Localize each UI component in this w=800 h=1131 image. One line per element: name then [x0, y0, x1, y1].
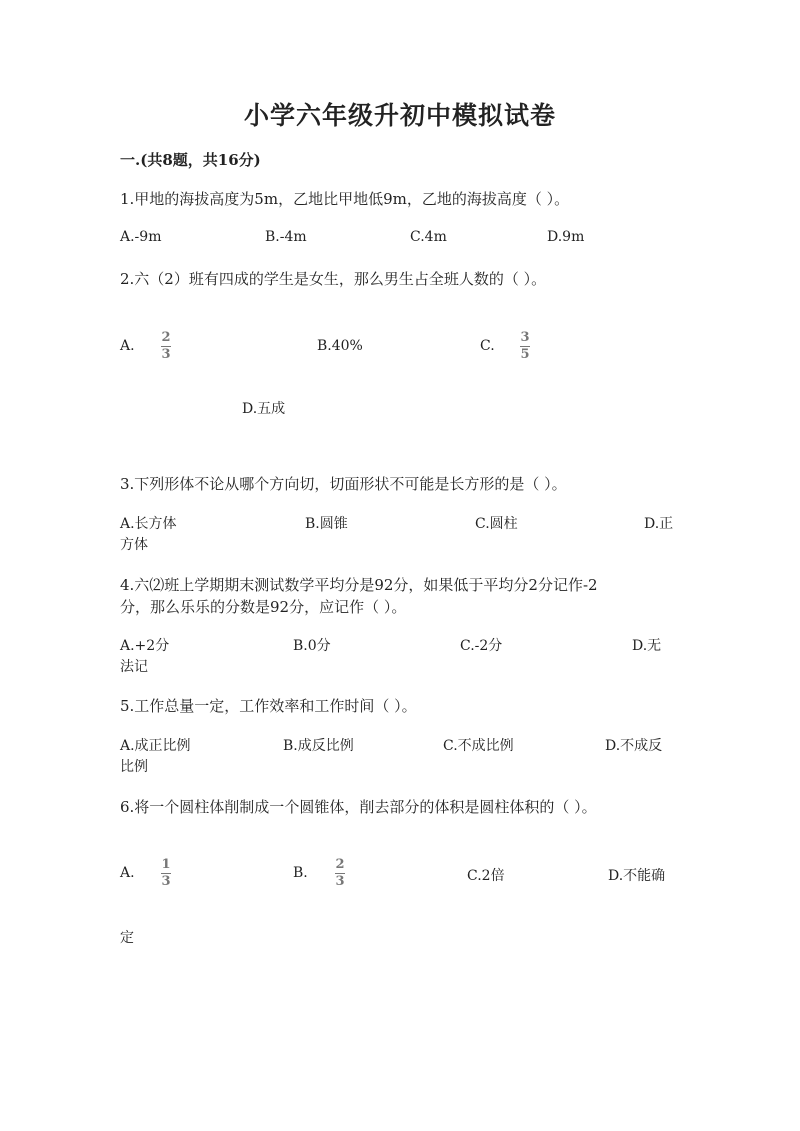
fraction-numerator: 2: [161, 330, 171, 345]
question-3-option-a[interactable]: A.长方体: [120, 516, 177, 532]
question-1-option-a[interactable]: A.-9m: [120, 229, 162, 245]
question-6-option-b[interactable]: B.: [293, 865, 308, 881]
question-4-option-a[interactable]: A.+2分: [120, 638, 170, 654]
fraction-numerator: 3: [520, 330, 530, 345]
section-heading: 一.(共8题，共16分): [120, 151, 261, 169]
question-5-stem: 5.工作总量一定，工作效率和工作时间（ ）。: [120, 697, 417, 715]
question-3-stem: 3.下列形体不论从哪个方向切，切面形状不可能是长方形的是（ ）。: [120, 475, 567, 493]
question-1-option-b[interactable]: B.-4m: [265, 229, 307, 245]
question-5-option-d-wrap[interactable]: 比例: [120, 759, 148, 775]
question-6-option-a[interactable]: A.: [120, 865, 135, 881]
fraction-numerator: 2: [335, 857, 345, 872]
question-3-option-d-wrap[interactable]: 方体: [120, 537, 148, 553]
question-2-option-a[interactable]: A.: [120, 338, 135, 354]
question-6-option-a-fraction: [161, 858, 171, 889]
fraction-denominator: 3: [161, 874, 171, 889]
fraction-denominator: 5: [520, 347, 530, 362]
question-3-option-d[interactable]: D.正: [644, 516, 674, 532]
question-4-option-d-wrap[interactable]: 法记: [120, 659, 148, 675]
fraction-denominator: 3: [335, 874, 345, 889]
question-1-option-c[interactable]: C.4m: [410, 229, 447, 245]
question-5-option-c[interactable]: C.不成比例: [443, 738, 514, 754]
fraction-numerator: 1: [161, 857, 171, 872]
question-5-option-b[interactable]: B.成反比例: [283, 738, 354, 754]
question-6-stem: 6.将一个圆柱体削制成一个圆锥体，削去部分的体积是圆柱体积的（ ）。: [120, 798, 597, 816]
question-4-stem-line-2: 分，那么乐乐的分数是92分，应记作（ ）。: [120, 598, 407, 616]
question-4-stem-line-1: 4.六⑵班上学期期末测试数学平均分是92分，如果低于平均分2分记作-2: [120, 576, 598, 594]
question-6-option-d-wrap[interactable]: 定: [120, 930, 134, 946]
question-2-option-c-fraction: [520, 331, 530, 362]
question-2-stem: 2.六（2）班有四成的学生是女生，那么男生占全班人数的（ ）。: [120, 270, 547, 288]
question-4-option-c[interactable]: C.-2分: [460, 638, 503, 654]
question-5-option-d[interactable]: D.不成反: [605, 738, 663, 754]
question-6-option-d[interactable]: D.不能确: [608, 868, 666, 884]
question-2-option-c[interactable]: C.: [480, 338, 495, 354]
question-1-stem: 1.甲地的海拔高度为5m，乙地比甲地低9m，乙地的海拔高度（ ）。: [120, 190, 570, 208]
question-2-option-d[interactable]: D.五成: [242, 401, 286, 417]
page-title: 小学六年级升初中模拟试卷: [243, 101, 556, 130]
question-2-option-a-fraction: [161, 331, 171, 362]
fraction-denominator: 3: [161, 347, 171, 362]
question-3-option-c[interactable]: C.圆柱: [475, 516, 518, 532]
question-6-option-b-fraction: [335, 858, 345, 889]
question-6-option-c[interactable]: C.2倍: [467, 868, 505, 884]
question-1-option-d[interactable]: D.9m: [547, 229, 585, 245]
question-2-option-b[interactable]: B.40%: [317, 338, 363, 354]
question-5-option-a[interactable]: A.成正比例: [120, 738, 191, 754]
question-4-option-d[interactable]: D.无: [632, 638, 662, 654]
question-3-option-b[interactable]: B.圆锥: [305, 516, 348, 532]
question-4-option-b[interactable]: B.0分: [293, 638, 331, 654]
